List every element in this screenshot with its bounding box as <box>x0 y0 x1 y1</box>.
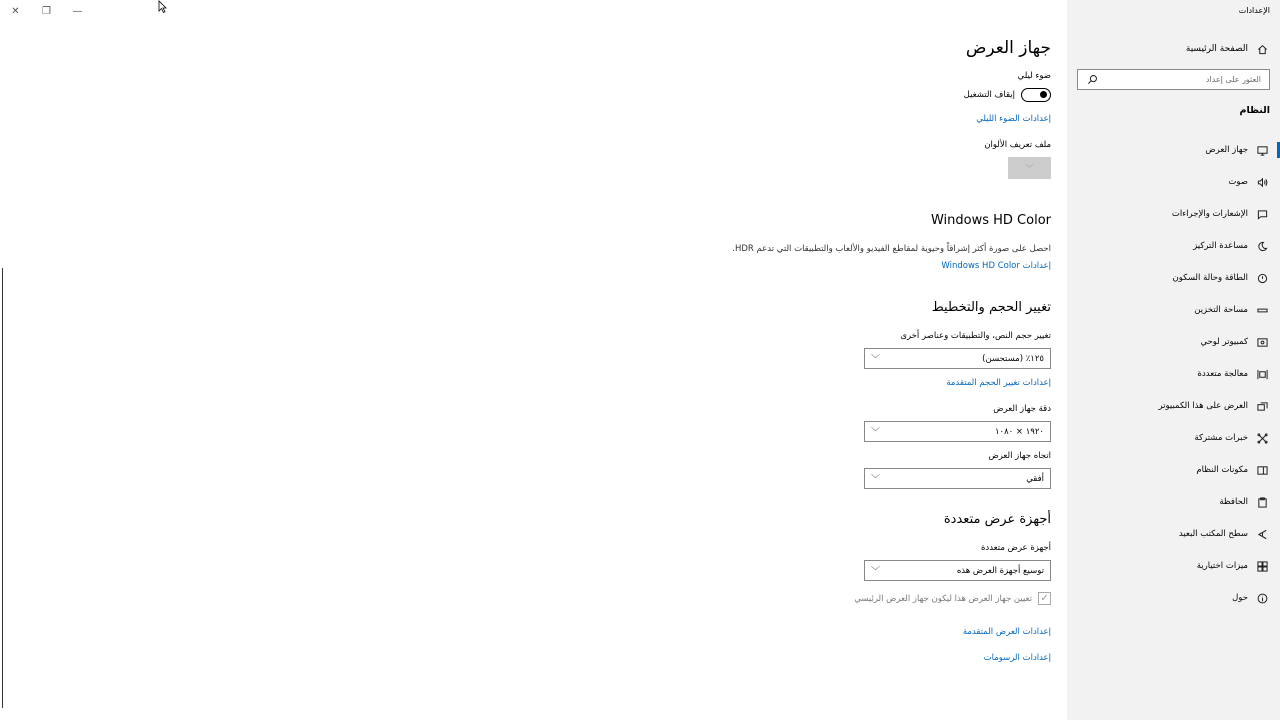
sidebar-item-tablet[interactable] <box>1067 326 1280 358</box>
orientation-dropdown[interactable] <box>864 468 1051 489</box>
hd-color-description: احصل على صورة أكثر إشراقاً وحيوية لمقاطع الفيديو والألعاب والتطبيقات التي تدعم HDR. <box>732 244 1051 254</box>
remote-icon <box>1256 528 1268 540</box>
power-icon <box>1256 272 1268 284</box>
sidebar-item-label: خبرات مشتركة <box>1194 433 1248 443</box>
multitasking-icon <box>1256 368 1268 380</box>
main-display-checkbox[interactable] <box>1038 592 1051 605</box>
scale-size-dropdown[interactable] <box>864 348 1051 369</box>
sidebar-section-title: النظام <box>1239 105 1270 116</box>
speaker-icon <box>1256 176 1268 188</box>
sidebar-item-notifications[interactable] <box>1067 198 1280 230</box>
sidebar-item-label: كمبيوتر لوحي <box>1200 337 1248 347</box>
sidebar-item-multitasking[interactable] <box>1067 358 1280 390</box>
chevron-down-icon: ﹀ <box>871 428 881 438</box>
sidebar-item-label: الإشعارات والإجراءات <box>1171 209 1248 219</box>
restore-button[interactable]: ❐ <box>42 5 51 17</box>
clipboard-icon <box>1256 496 1268 508</box>
sidebar-item-display[interactable] <box>1067 134 1280 166</box>
color-profile-label: ملف تعريف الألوان <box>984 140 1051 150</box>
project-icon <box>1256 400 1268 412</box>
sidebar-item-label: معالجة متعددة <box>1197 369 1248 379</box>
orientation-label: اتجاه جهاز العرض <box>988 451 1051 461</box>
sidebar-item-label: الحافظة <box>1219 497 1248 507</box>
main-display-checkbox-row <box>854 592 1051 605</box>
night-light-state: إيقاف التشغيل <box>963 90 1015 100</box>
sidebar-item-label: مكونات النظام <box>1196 465 1248 475</box>
resolution-dropdown[interactable] <box>864 421 1051 442</box>
advanced-display-link[interactable]: إعدادات العرض المتقدمة <box>962 627 1051 637</box>
sidebar-item-label: مساعدة التركيز <box>1193 241 1248 251</box>
sidebar-item-label: سطح المكتب البعيد <box>1178 529 1248 539</box>
sidebar-item-label: حول <box>1232 593 1248 603</box>
chevron-down-icon: ﹀ <box>1025 163 1034 173</box>
app-title: الإعدادات <box>1238 6 1270 15</box>
night-light-toggle[interactable] <box>1021 88 1051 102</box>
sidebar-item-label: صوت <box>1228 177 1248 187</box>
night-light-label: ضوء ليلي <box>1017 71 1051 81</box>
chevron-down-icon: ﹀ <box>871 567 881 577</box>
moon-icon <box>1256 240 1268 252</box>
sidebar-item-sound[interactable] <box>1067 166 1280 198</box>
sidebar-item-features[interactable] <box>1067 550 1280 582</box>
mouse-cursor-icon <box>158 0 167 13</box>
hd-color-heading: Windows HD Color <box>930 213 1051 228</box>
tablet-icon <box>1256 336 1268 348</box>
sidebar-item-storage[interactable] <box>1067 294 1280 326</box>
info-icon <box>1256 592 1268 604</box>
shared-icon <box>1256 432 1268 444</box>
sidebar-home[interactable] <box>1078 42 1268 56</box>
multi-display-label: أجهزة عرض متعددة <box>980 543 1051 553</box>
checkmark-icon: ✓ <box>1040 593 1049 604</box>
night-light-settings-link[interactable]: إعدادات الضوء الليلي <box>976 114 1051 124</box>
chevron-down-icon: ﹀ <box>871 475 881 485</box>
sidebar-item-shared[interactable] <box>1067 422 1280 454</box>
night-light-toggle-row <box>964 88 1051 102</box>
minimize-button[interactable]: — <box>72 5 83 17</box>
sidebar-item-clipboard[interactable] <box>1067 486 1280 518</box>
page-title: جهاز العرض <box>965 38 1051 58</box>
multi-display-dropdown[interactable] <box>864 560 1051 581</box>
scale-size-label: تغيير حجم النص، والتطبيقات وعناصر أخرى <box>900 331 1051 341</box>
hd-color-settings-link[interactable]: إعدادات Windows HD Color <box>941 261 1051 271</box>
search-box[interactable] <box>1077 69 1270 90</box>
window-edge <box>2 268 3 708</box>
main-display-checkbox-label: تعيين جهاز العرض هذا ليكون جهاز العرض الرئيسي <box>854 593 1032 604</box>
advanced-scaling-link[interactable]: إعدادات تغيير الحجم المتقدمة <box>946 378 1051 388</box>
scale-size-value: ١٢٥٪ (مستحسن) <box>982 353 1044 364</box>
search-icon[interactable] <box>1086 74 1098 86</box>
sidebar-item-project[interactable] <box>1067 390 1280 422</box>
sidebar-item-about[interactable] <box>1067 582 1280 614</box>
sidebar-item-label: الطاقة وحالة السكون <box>1172 273 1248 283</box>
storage-icon <box>1256 304 1268 316</box>
graphics-settings-link[interactable]: إعدادات الرسومات <box>983 653 1051 663</box>
notification-icon <box>1256 208 1268 220</box>
sidebar <box>1067 0 1280 720</box>
features-icon <box>1256 560 1268 572</box>
scale-heading: تغيير الحجم والتخطيط <box>931 300 1051 315</box>
orientation-value: أفقي <box>1026 473 1044 484</box>
close-button[interactable]: ✕ <box>11 5 20 17</box>
chevron-down-icon: ﹀ <box>871 355 881 365</box>
multi-display-value: توسيع أجهزة العرض هذه <box>956 565 1044 576</box>
resolution-label: دقة جهاز العرض <box>993 404 1051 414</box>
home-icon <box>1256 43 1268 55</box>
sidebar-item-label: مساحة التخزين <box>1194 305 1248 315</box>
search-input[interactable] <box>1098 75 1261 84</box>
sidebar-item-label: العرض على هذا الكمبيوتر <box>1158 401 1248 411</box>
sidebar-home-label: الصفحة الرئيسية <box>1185 44 1248 54</box>
sidebar-list <box>1067 134 1280 614</box>
color-profile-dropdown[interactable] <box>1008 157 1051 179</box>
monitor-icon <box>1256 144 1268 156</box>
sidebar-item-focus[interactable] <box>1067 230 1280 262</box>
sidebar-item-label: جهاز العرض <box>1205 145 1248 155</box>
resolution-value: ١٩٢٠ × ١٠٨٠ <box>994 426 1044 437</box>
components-icon <box>1256 464 1268 476</box>
sidebar-item-remote[interactable] <box>1067 518 1280 550</box>
sidebar-item-label: ميزات اختيارية <box>1196 561 1248 571</box>
window-controls <box>0 0 93 22</box>
sidebar-item-power[interactable] <box>1067 262 1280 294</box>
multi-display-heading: أجهزة عرض متعددة <box>943 512 1051 527</box>
sidebar-item-components[interactable] <box>1067 454 1280 486</box>
